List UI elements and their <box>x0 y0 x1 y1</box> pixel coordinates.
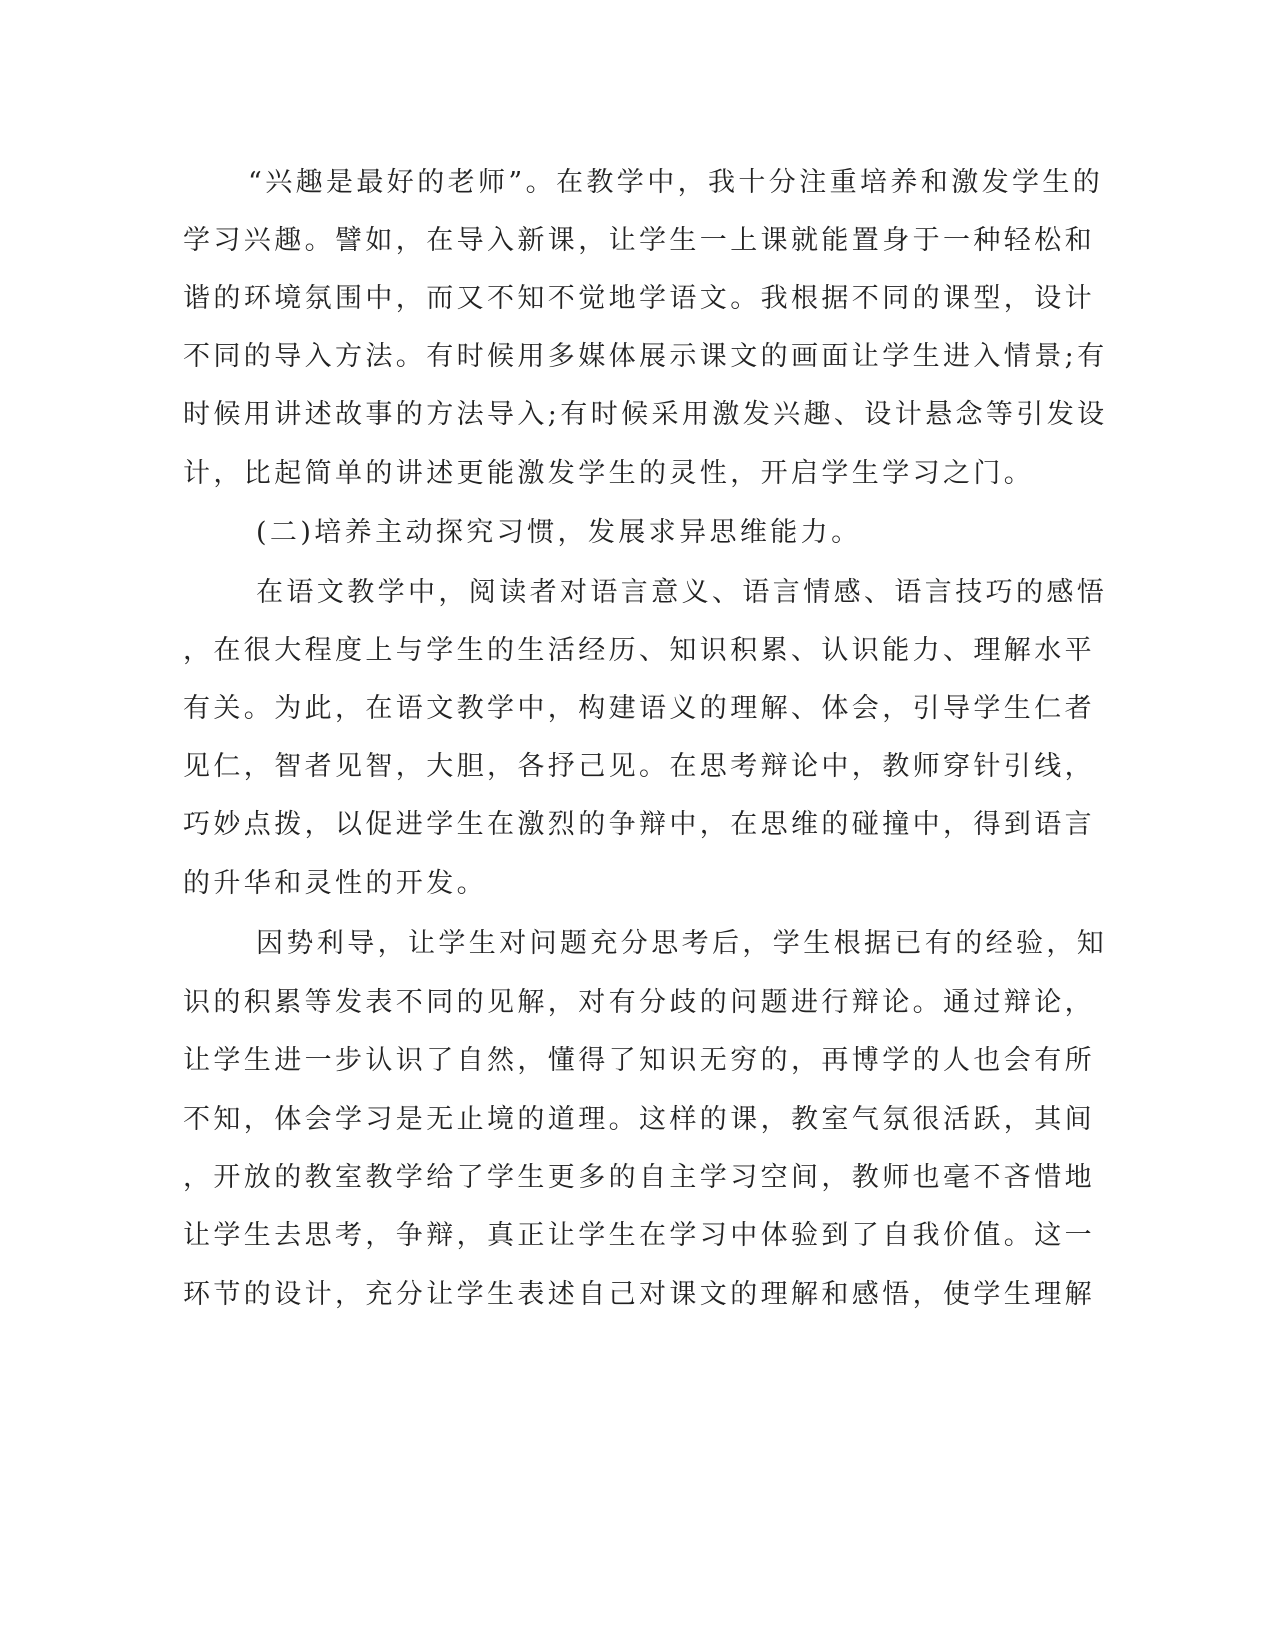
text-line: 学习兴趣。譬如，在导入新课，让学生一上课就能置身于一种轻松和 <box>183 225 1095 256</box>
text-line: 识的积累等发表不同的见解，对有分歧的问题进行辩论。通过辩论， <box>183 987 1095 1018</box>
text-line: 的升华和灵性的开发。 <box>183 868 487 899</box>
text-line: ，开放的教室教学给了学生更多的自主学习空间，教师也毫不吝惜地 <box>183 1162 1095 1193</box>
text-line: 让学生进一步认识了自然，懂得了知识无穷的，再博学的人也会有所 <box>183 1045 1095 1076</box>
text-line: “兴趣是最好的老师”。在教学中，我十分注重培养和激发学生的 <box>248 167 1104 198</box>
section-heading: (二)培养主动探究习惯，发展求异思维能力。 <box>256 517 862 548</box>
text-line: 让学生去思考，争辩，真正让学生在学习中体验到了自我价值。这一 <box>183 1220 1095 1251</box>
text-line: 因势利导，让学生对问题充分思考后，学生根据已有的经验，知 <box>256 928 1108 959</box>
text-line: 在语文教学中，阅读者对语言意义、语言情感、语言技巧的感悟 <box>256 577 1108 608</box>
text-line: 谐的环境氛围中，而又不知不觉地学语文。我根据不同的课型，设计 <box>183 283 1095 314</box>
text-line: 不知，体会学习是无止境的道理。这样的课，教室气氛很活跃，其间 <box>183 1104 1095 1135</box>
text-line: ，在很大程度上与学生的生活经历、知识积累、认识能力、理解水平 <box>183 635 1095 666</box>
text-line: 计，比起简单的讲述更能激发学生的灵性，开启学生学习之门。 <box>183 458 1035 489</box>
text-line: 环节的设计，充分让学生表述自己对课文的理解和感悟，使学生理解 <box>183 1279 1095 1310</box>
text-line: 见仁，智者见智，大胆，各抒己见。在思考辩论中，教师穿针引线， <box>183 751 1095 782</box>
text-line: 时候用讲述故事的方法导入;有时候采用激发兴趣、设计悬念等引发设 <box>183 399 1108 430</box>
text-line: 不同的导入方法。有时候用多媒体展示课文的画面让学生进入情景;有 <box>183 341 1108 372</box>
text-line: 巧妙点拨，以促进学生在激烈的争辩中，在思维的碰撞中，得到语言 <box>183 809 1095 840</box>
text-line: 有关。为此，在语文教学中，构建语义的理解、体会，引导学生仁者 <box>183 693 1095 724</box>
